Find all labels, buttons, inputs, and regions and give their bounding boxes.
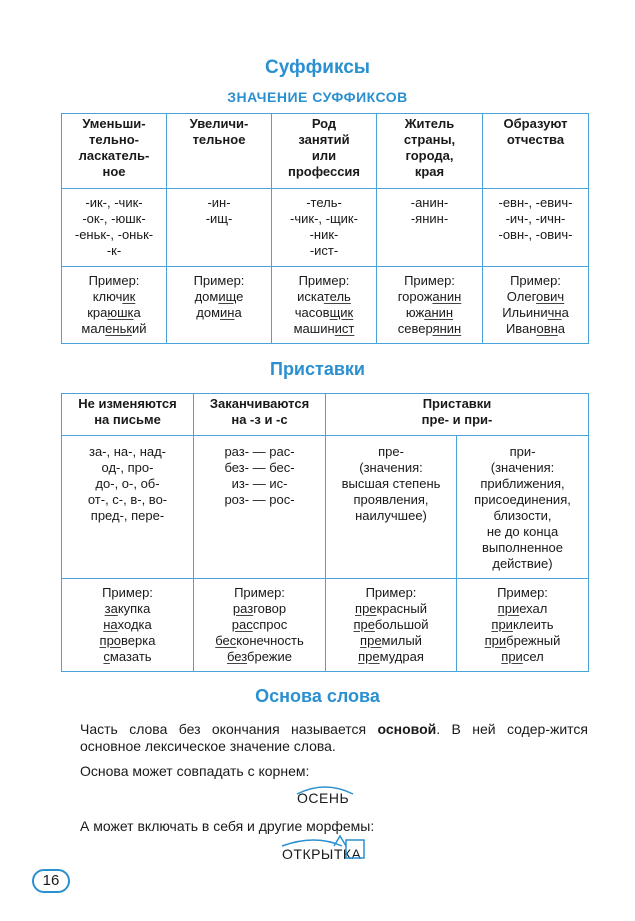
example-word xyxy=(195,289,244,305)
example-word-part: мал xyxy=(81,321,106,336)
example-word-part: юж xyxy=(405,305,425,320)
example-word-part: при xyxy=(491,617,513,632)
morpheme-marks-icon xyxy=(280,838,366,862)
example-word-part: а xyxy=(234,305,242,320)
example-word-part: про xyxy=(99,633,122,648)
prefix-pre-meaning xyxy=(326,436,457,579)
example-word-part: е xyxy=(236,289,244,304)
example-word xyxy=(498,601,548,617)
prefix-header-line: на письме xyxy=(94,412,161,427)
suffix-header-cell xyxy=(483,114,589,189)
example-word xyxy=(105,601,151,617)
prefix-list-unchanged xyxy=(62,436,194,579)
suffix-example-lines xyxy=(486,273,585,337)
prefix-meaning-line: близости, xyxy=(493,508,552,523)
prefixes-title: Приставки xyxy=(270,359,365,379)
example-label: Пример: xyxy=(193,273,245,288)
example-label: Пример: xyxy=(365,585,417,600)
suffix-header-cell xyxy=(272,114,377,189)
suffix-example-lines xyxy=(170,273,268,321)
suffix-header-cell xyxy=(62,114,167,189)
prefixes-table xyxy=(61,393,589,672)
suffix-example-cell xyxy=(272,267,377,344)
suffix-header-lines xyxy=(170,116,268,148)
example-word-part: машин xyxy=(293,321,335,336)
suffix-header-lines xyxy=(486,116,585,148)
prefix-header-line: на -з и -с xyxy=(231,412,288,427)
suffix-list-lines xyxy=(275,195,373,259)
suffix-item: -евн-, -евич- xyxy=(498,195,573,210)
example-word-part: север xyxy=(397,321,433,336)
example-word-part: анин xyxy=(424,305,454,320)
suffix-header-line: тельное xyxy=(192,132,246,147)
suffix-header-line: края xyxy=(414,164,445,179)
example-word xyxy=(353,617,428,633)
suffix-header-line: профессия xyxy=(287,164,361,179)
suffix-header-cell xyxy=(167,114,272,189)
suffix-example-lines xyxy=(380,273,479,337)
suffix-header-lines xyxy=(65,116,163,180)
example-word xyxy=(87,305,141,321)
stem-root-sentence: Основа может совпадать с корнем: xyxy=(80,763,310,779)
example-word-part: брежие xyxy=(247,649,292,664)
prefix-header-line: Приставки xyxy=(422,396,492,411)
example-label: Пример: xyxy=(404,273,455,288)
prefix-header-pre-pri xyxy=(326,394,589,436)
prefix-meaning-line: (значения: xyxy=(490,460,555,475)
example-word xyxy=(358,649,424,665)
suffixes-table xyxy=(61,113,589,344)
suffix-list-cell xyxy=(272,189,377,267)
prefix-item: од-, про- xyxy=(101,460,154,475)
suffix-list-cell xyxy=(483,189,589,267)
example-word-part: пре xyxy=(355,601,377,616)
prefix-header-line: пре- и при- xyxy=(421,412,493,427)
suffix-item: -анин- xyxy=(410,195,449,210)
word-otkrytka xyxy=(282,846,361,862)
suffix-item: -тель- xyxy=(306,195,342,210)
example-word-part: при xyxy=(497,601,520,616)
prefix-pri-meaning xyxy=(457,436,589,579)
example-word xyxy=(81,321,146,337)
example-word-part: дом xyxy=(196,305,221,320)
suffix-item: -янин- xyxy=(410,211,449,226)
suffix-item: -чик-, -щик- xyxy=(290,211,358,226)
example-word-part: дом xyxy=(194,289,219,304)
word-osen xyxy=(297,790,349,806)
example-word-part: без xyxy=(226,649,248,664)
example-word-part: щик xyxy=(329,305,354,320)
example-label: Пример: xyxy=(88,273,140,288)
example-word xyxy=(100,633,156,649)
prefix-meaning-line: выполненное xyxy=(481,540,564,555)
word-osen-text: ОСЕНЬ xyxy=(297,790,350,806)
stem-definition-text-start: Часть слова без окончания называется xyxy=(80,721,378,737)
suffix-item: -ник- xyxy=(309,227,339,242)
suffix-item: -овн-, -ович- xyxy=(498,227,573,242)
example-word xyxy=(485,633,561,649)
example-word xyxy=(232,617,287,633)
example-word-part: пре xyxy=(360,633,382,648)
suffix-example-cell xyxy=(62,267,167,344)
example-word-part: ключ xyxy=(92,289,123,304)
suffix-header-line: Увеличи- xyxy=(189,116,249,131)
example-word-part: анин xyxy=(432,289,462,304)
prefix-example-cell xyxy=(326,579,457,672)
example-word-part: ищ xyxy=(218,289,237,304)
suffix-list-lines xyxy=(380,195,479,227)
example-word-part: иска xyxy=(297,289,324,304)
example-word-part: чн xyxy=(547,305,562,320)
prefix-item: из- — ис- xyxy=(231,476,288,491)
example-word xyxy=(233,601,286,617)
suffix-example-cell xyxy=(167,267,272,344)
example-word xyxy=(215,633,303,649)
example-word xyxy=(295,305,353,321)
prefix-header-unchanged xyxy=(62,394,194,436)
prefix-meaning-line: не до конца xyxy=(486,524,559,539)
example-word-part: конечность xyxy=(236,633,304,648)
example-word-part: при xyxy=(501,649,523,664)
suffix-header-line: Уменьши- xyxy=(82,116,146,131)
stem-title: Основа слова xyxy=(255,686,380,706)
example-word-part: на xyxy=(103,617,118,632)
example-word xyxy=(506,321,565,337)
example-word-part: клеить xyxy=(512,617,554,632)
example-word-part: с xyxy=(103,649,110,664)
example-word-part: кра xyxy=(87,305,108,320)
example-word xyxy=(502,305,569,321)
suffix-header-line: ное xyxy=(102,164,126,179)
suffix-list-cell xyxy=(62,189,167,267)
prefix-meaning-line: приближения, xyxy=(480,476,565,491)
example-word-part: раз xyxy=(232,601,254,616)
prefix-example-cell xyxy=(194,579,326,672)
example-word-part: юшк xyxy=(107,305,134,320)
suffix-list-cell xyxy=(377,189,483,267)
example-word-part: ович xyxy=(536,289,565,304)
suffix-header-line: Род xyxy=(311,116,337,131)
prefix-item: раз- — рас- xyxy=(224,444,295,459)
example-word-part: ик xyxy=(122,289,136,304)
stem-definition xyxy=(80,721,588,755)
suffix-header-line: или xyxy=(311,148,337,163)
example-word-part: Иван xyxy=(505,321,537,336)
prefix-header-z-s xyxy=(194,394,326,436)
prefix-meaning-line: действие) xyxy=(492,556,553,571)
suffix-header-line: Образуют xyxy=(503,116,568,131)
prefix-meaning-line: проявления, xyxy=(353,492,429,507)
example-word-part: большой xyxy=(374,617,429,632)
prefix-example-cell xyxy=(457,579,589,672)
example-word-part: а xyxy=(133,305,141,320)
example-word xyxy=(398,321,461,337)
page-number: 16 xyxy=(32,869,70,893)
prefix-list-z-s xyxy=(194,436,326,579)
suffix-item: -ок-, -юшк- xyxy=(82,211,146,226)
example-word xyxy=(297,289,351,305)
example-word-part: рас xyxy=(231,617,253,632)
example-word xyxy=(103,649,151,665)
word-otkrytka-stem: ОТКРЫТ xyxy=(282,846,343,862)
prefix-meaning-line: присоединения, xyxy=(474,492,571,507)
suffix-list-cell xyxy=(167,189,272,267)
example-word xyxy=(93,289,136,305)
word-otkrytka-ending: КА xyxy=(342,846,362,862)
prefix-meaning-line: высшая степень xyxy=(341,476,441,491)
suffix-header-cell xyxy=(377,114,483,189)
example-word xyxy=(406,305,453,321)
example-word-part: за xyxy=(104,601,118,616)
suffix-header-line: ласкатель- xyxy=(78,148,150,163)
example-word-part: а xyxy=(561,305,569,320)
prefix-meaning-line: наилучшее) xyxy=(355,508,427,523)
example-label: Пример: xyxy=(497,585,548,600)
suffix-item: -ич-, -ичн- xyxy=(505,211,566,226)
example-word-part: красный xyxy=(376,601,427,616)
prefix-header-line: Заканчиваются xyxy=(209,396,310,411)
suffix-item: -ищ- xyxy=(205,211,233,226)
prefix-item: от-, с-, в-, во- xyxy=(87,492,168,507)
suffix-header-lines xyxy=(380,116,479,180)
prefix-item: без- — бес- xyxy=(224,460,295,475)
suffixes-title: Суффиксы xyxy=(264,57,371,78)
example-word-part: пре xyxy=(358,649,380,664)
example-word-part: пре xyxy=(353,617,375,632)
example-word-part: бес xyxy=(215,633,237,648)
stem-definition-text-end: . В ней содер-жится основное лексическое значение слова. xyxy=(80,721,588,754)
stem-term: основой xyxy=(377,721,437,737)
suffix-item: -ист- xyxy=(309,243,339,258)
example-word-part: горож xyxy=(397,289,433,304)
prefix-example-lines xyxy=(460,585,585,665)
example-word-part: верка xyxy=(121,633,156,648)
example-label: Пример: xyxy=(234,585,285,600)
suffix-header-line: города, xyxy=(405,148,454,163)
example-word-part: янин xyxy=(432,321,462,336)
suffix-item: -еньк-, -оньк- xyxy=(74,227,154,242)
example-label: Пример: xyxy=(298,273,350,288)
suffix-list-lines xyxy=(65,195,163,259)
suffix-header-line: занятий xyxy=(298,132,350,147)
prefix-example-cell xyxy=(62,579,194,672)
example-word-part: Олег xyxy=(506,289,537,304)
example-word-part: милый xyxy=(381,633,422,648)
example-word xyxy=(227,649,292,665)
example-word-part: ист xyxy=(334,321,355,336)
root-arc-icon xyxy=(295,784,355,796)
prefix-item: роз- — рос- xyxy=(224,492,295,507)
prefix-example-lines xyxy=(65,585,190,665)
prefix-meaning-line: при- xyxy=(509,444,536,459)
example-label: Пример: xyxy=(510,273,561,288)
suffix-example-lines xyxy=(65,273,163,337)
example-word xyxy=(294,321,355,337)
example-word xyxy=(398,289,462,305)
example-word-part: купка xyxy=(117,601,151,616)
prefix-item: пред-, пере- xyxy=(90,508,165,523)
example-label: Пример: xyxy=(102,585,153,600)
example-word-part: сел xyxy=(522,649,544,664)
example-word-part: ий xyxy=(132,321,147,336)
suffix-header-lines xyxy=(275,116,373,180)
suffix-example-cell xyxy=(377,267,483,344)
example-word-part: брежный xyxy=(506,633,561,648)
example-word xyxy=(360,633,422,649)
example-word-part: овн xyxy=(536,321,558,336)
suffix-example-lines xyxy=(275,273,373,337)
example-word-part: мудрая xyxy=(379,649,424,664)
example-word-part: еньк xyxy=(105,321,133,336)
prefix-example-lines xyxy=(329,585,453,665)
example-word-part: тель xyxy=(323,289,351,304)
example-word-part: ин xyxy=(220,305,235,320)
example-word xyxy=(501,649,543,665)
suffix-item: -ик-, -чик- xyxy=(85,195,143,210)
example-word-part: ходка xyxy=(117,617,152,632)
example-word xyxy=(355,601,427,617)
prefix-item: за-, на-, над- xyxy=(88,444,167,459)
stem-morphemes-sentence: А может включать в себя и другие морфемы: xyxy=(80,818,375,834)
suffix-item: -к- xyxy=(106,243,122,258)
suffix-header-line: отчества xyxy=(506,132,565,147)
example-word-part: Ильини xyxy=(502,305,548,320)
suffix-item: -ин- xyxy=(207,195,231,210)
example-word-part: часов xyxy=(294,305,330,320)
example-word xyxy=(491,617,553,633)
suffixes-subtitle: ЗНАЧЕНИЕ СУФФИКСОВ xyxy=(227,89,408,105)
prefix-meaning-line: (значения: xyxy=(359,460,423,475)
example-word-part: говор xyxy=(253,601,287,616)
prefix-meaning-line: пре- xyxy=(378,444,404,459)
suffix-list-lines xyxy=(486,195,585,243)
example-word-part: при xyxy=(484,633,507,648)
suffix-header-line: тельно- xyxy=(89,132,139,147)
prefix-example-lines xyxy=(197,585,322,665)
example-word-part: спрос xyxy=(252,617,288,632)
prefix-item: до-, о-, об- xyxy=(95,476,160,491)
example-word xyxy=(196,305,241,321)
example-word-part: ехал xyxy=(519,601,548,616)
example-word-part: а xyxy=(557,321,566,336)
suffix-example-cell xyxy=(483,267,589,344)
example-word-part: мазать xyxy=(109,649,152,664)
example-word xyxy=(507,289,564,305)
suffix-header-line: Житель xyxy=(404,116,455,131)
prefix-header-line: Не изменяются xyxy=(78,396,177,411)
example-word xyxy=(103,617,152,633)
suffix-list-lines xyxy=(170,195,268,227)
suffix-header-line: страны, xyxy=(403,132,456,147)
